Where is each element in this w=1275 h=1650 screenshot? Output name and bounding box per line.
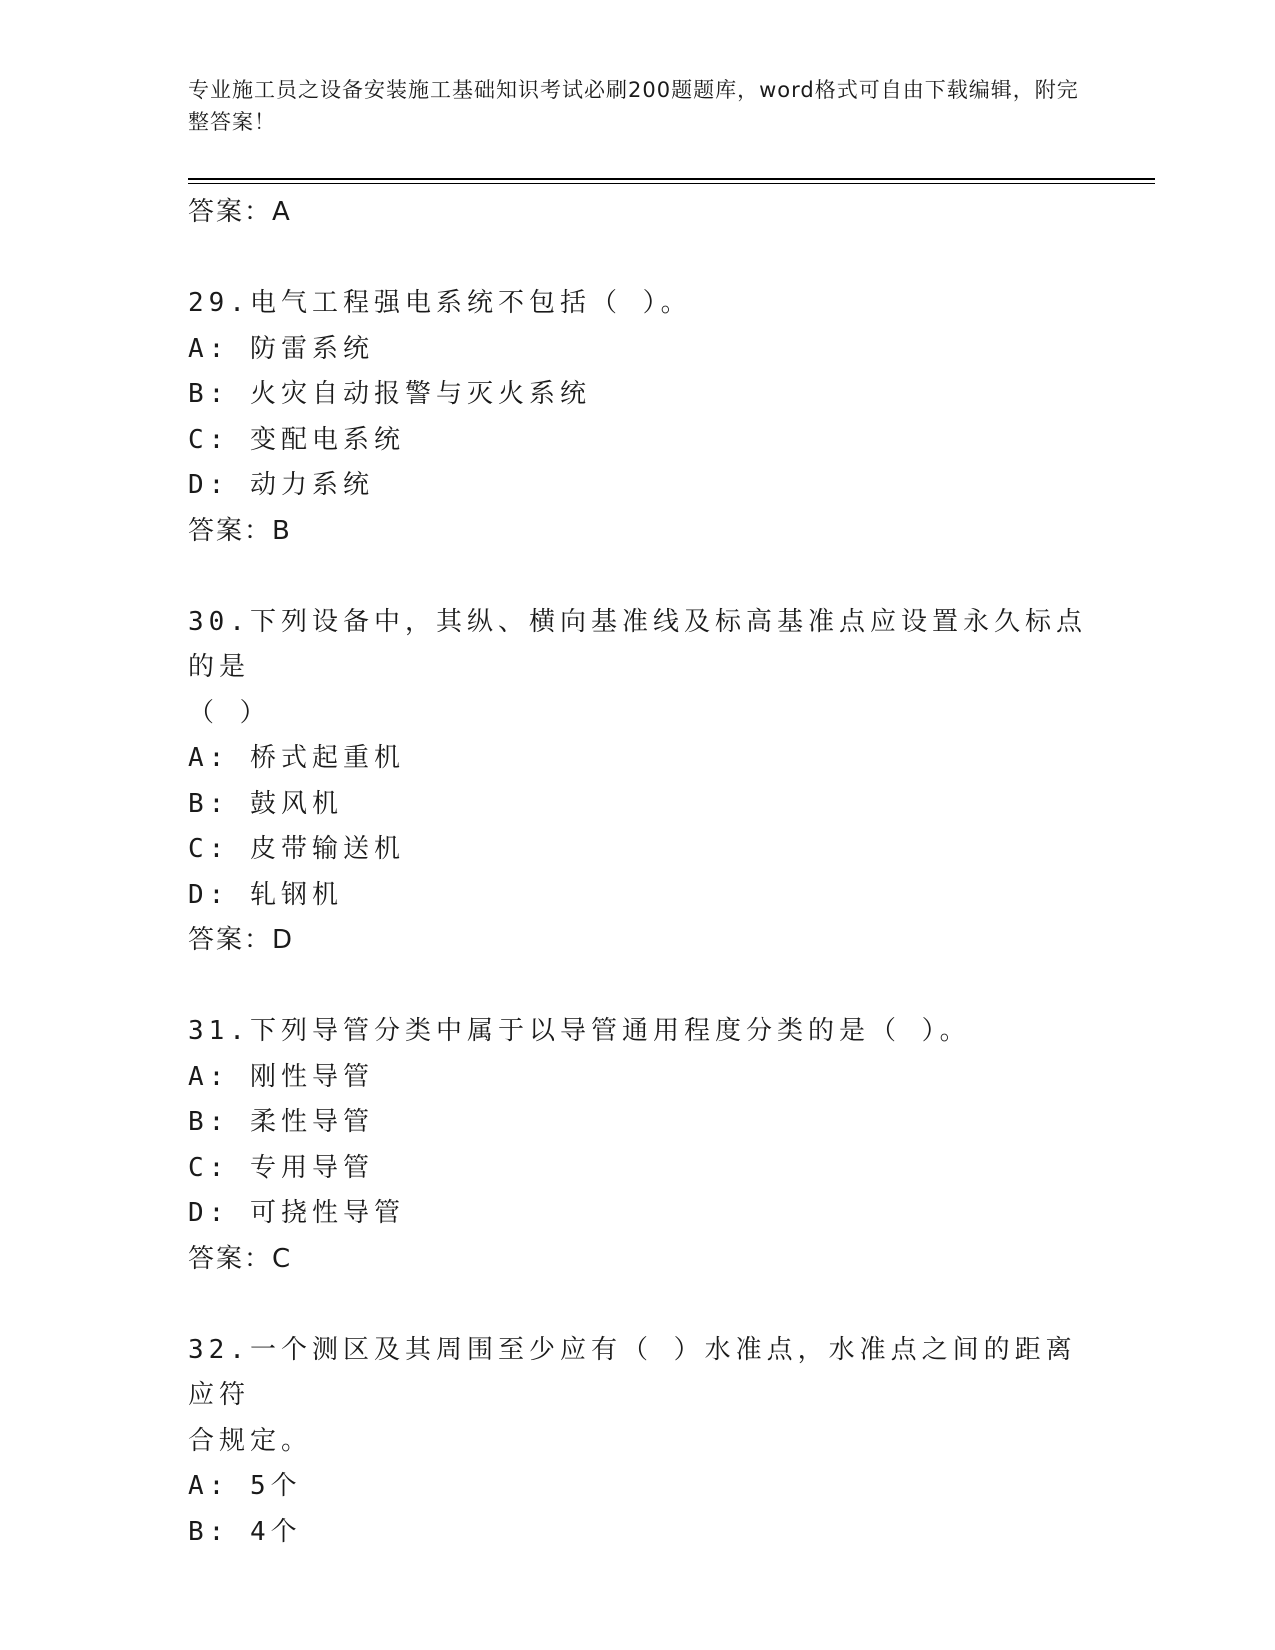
option-b: B: 火灾自动报警与灭火系统: [188, 379, 591, 409]
question-answer: 答案：B: [188, 515, 292, 546]
spacer: [188, 236, 1088, 282]
question-stem: 31.下列导管分类中属于以导管通用程度分类的是（ ）。: [188, 1016, 971, 1046]
option-c: C: 皮带输送机: [188, 834, 405, 864]
document-title: 专业施工员之设备安装施工基础知识考试必刷200题题库，word格式可自由下载编辑，附完整答案！: [188, 78, 1079, 134]
question-answer: 答案：C: [188, 1243, 293, 1274]
previous-answer: 答案：A: [188, 197, 292, 227]
option-a: A: 刚性导管: [188, 1061, 374, 1092]
option-d: D: 轧钢机: [188, 879, 343, 910]
question-stem-continued: 合规定。: [188, 1425, 313, 1456]
option-c: C: 变配电系统: [188, 424, 405, 455]
question-32: [188, 1328, 1088, 1556]
question-stem-continued: （ ）: [188, 697, 271, 728]
question-answer: 答案：D: [188, 925, 295, 955]
option-b: B: 柔性导管: [188, 1107, 374, 1137]
question-31: [188, 1009, 1088, 1282]
spacer: [188, 964, 1088, 1010]
spacer: [188, 554, 1088, 600]
option-b: B: 4个: [188, 1516, 302, 1547]
spacer: [188, 1282, 1088, 1328]
header-divider-thick: [188, 178, 1155, 180]
option-b: B: 鼓风机: [188, 788, 343, 819]
question-stem: 32.一个测区及其周围至少应有（ ）水准点，水准点之间的距离应符: [188, 1334, 1077, 1410]
option-c: C: 专用导管: [188, 1152, 374, 1183]
option-a: A: 防雷系统: [188, 333, 374, 364]
header-divider-thin: [188, 183, 1155, 184]
question-stem: 30.下列设备中，其纵、横向基准线及标高基准点应设置永久标点的是: [188, 606, 1087, 682]
question-29: [188, 281, 1088, 554]
question-stem: 29.电气工程强电系统不包括（ ）。: [188, 288, 692, 318]
option-d: D: 动力系统: [188, 470, 374, 500]
option-a: A: 5个: [188, 1471, 302, 1501]
option-a: A: 桥式起重机: [188, 743, 405, 773]
question-list: [188, 190, 1088, 1555]
document-header: [188, 74, 1088, 138]
option-d: D: 可挠性导管: [188, 1198, 405, 1228]
question-30: [188, 600, 1088, 964]
